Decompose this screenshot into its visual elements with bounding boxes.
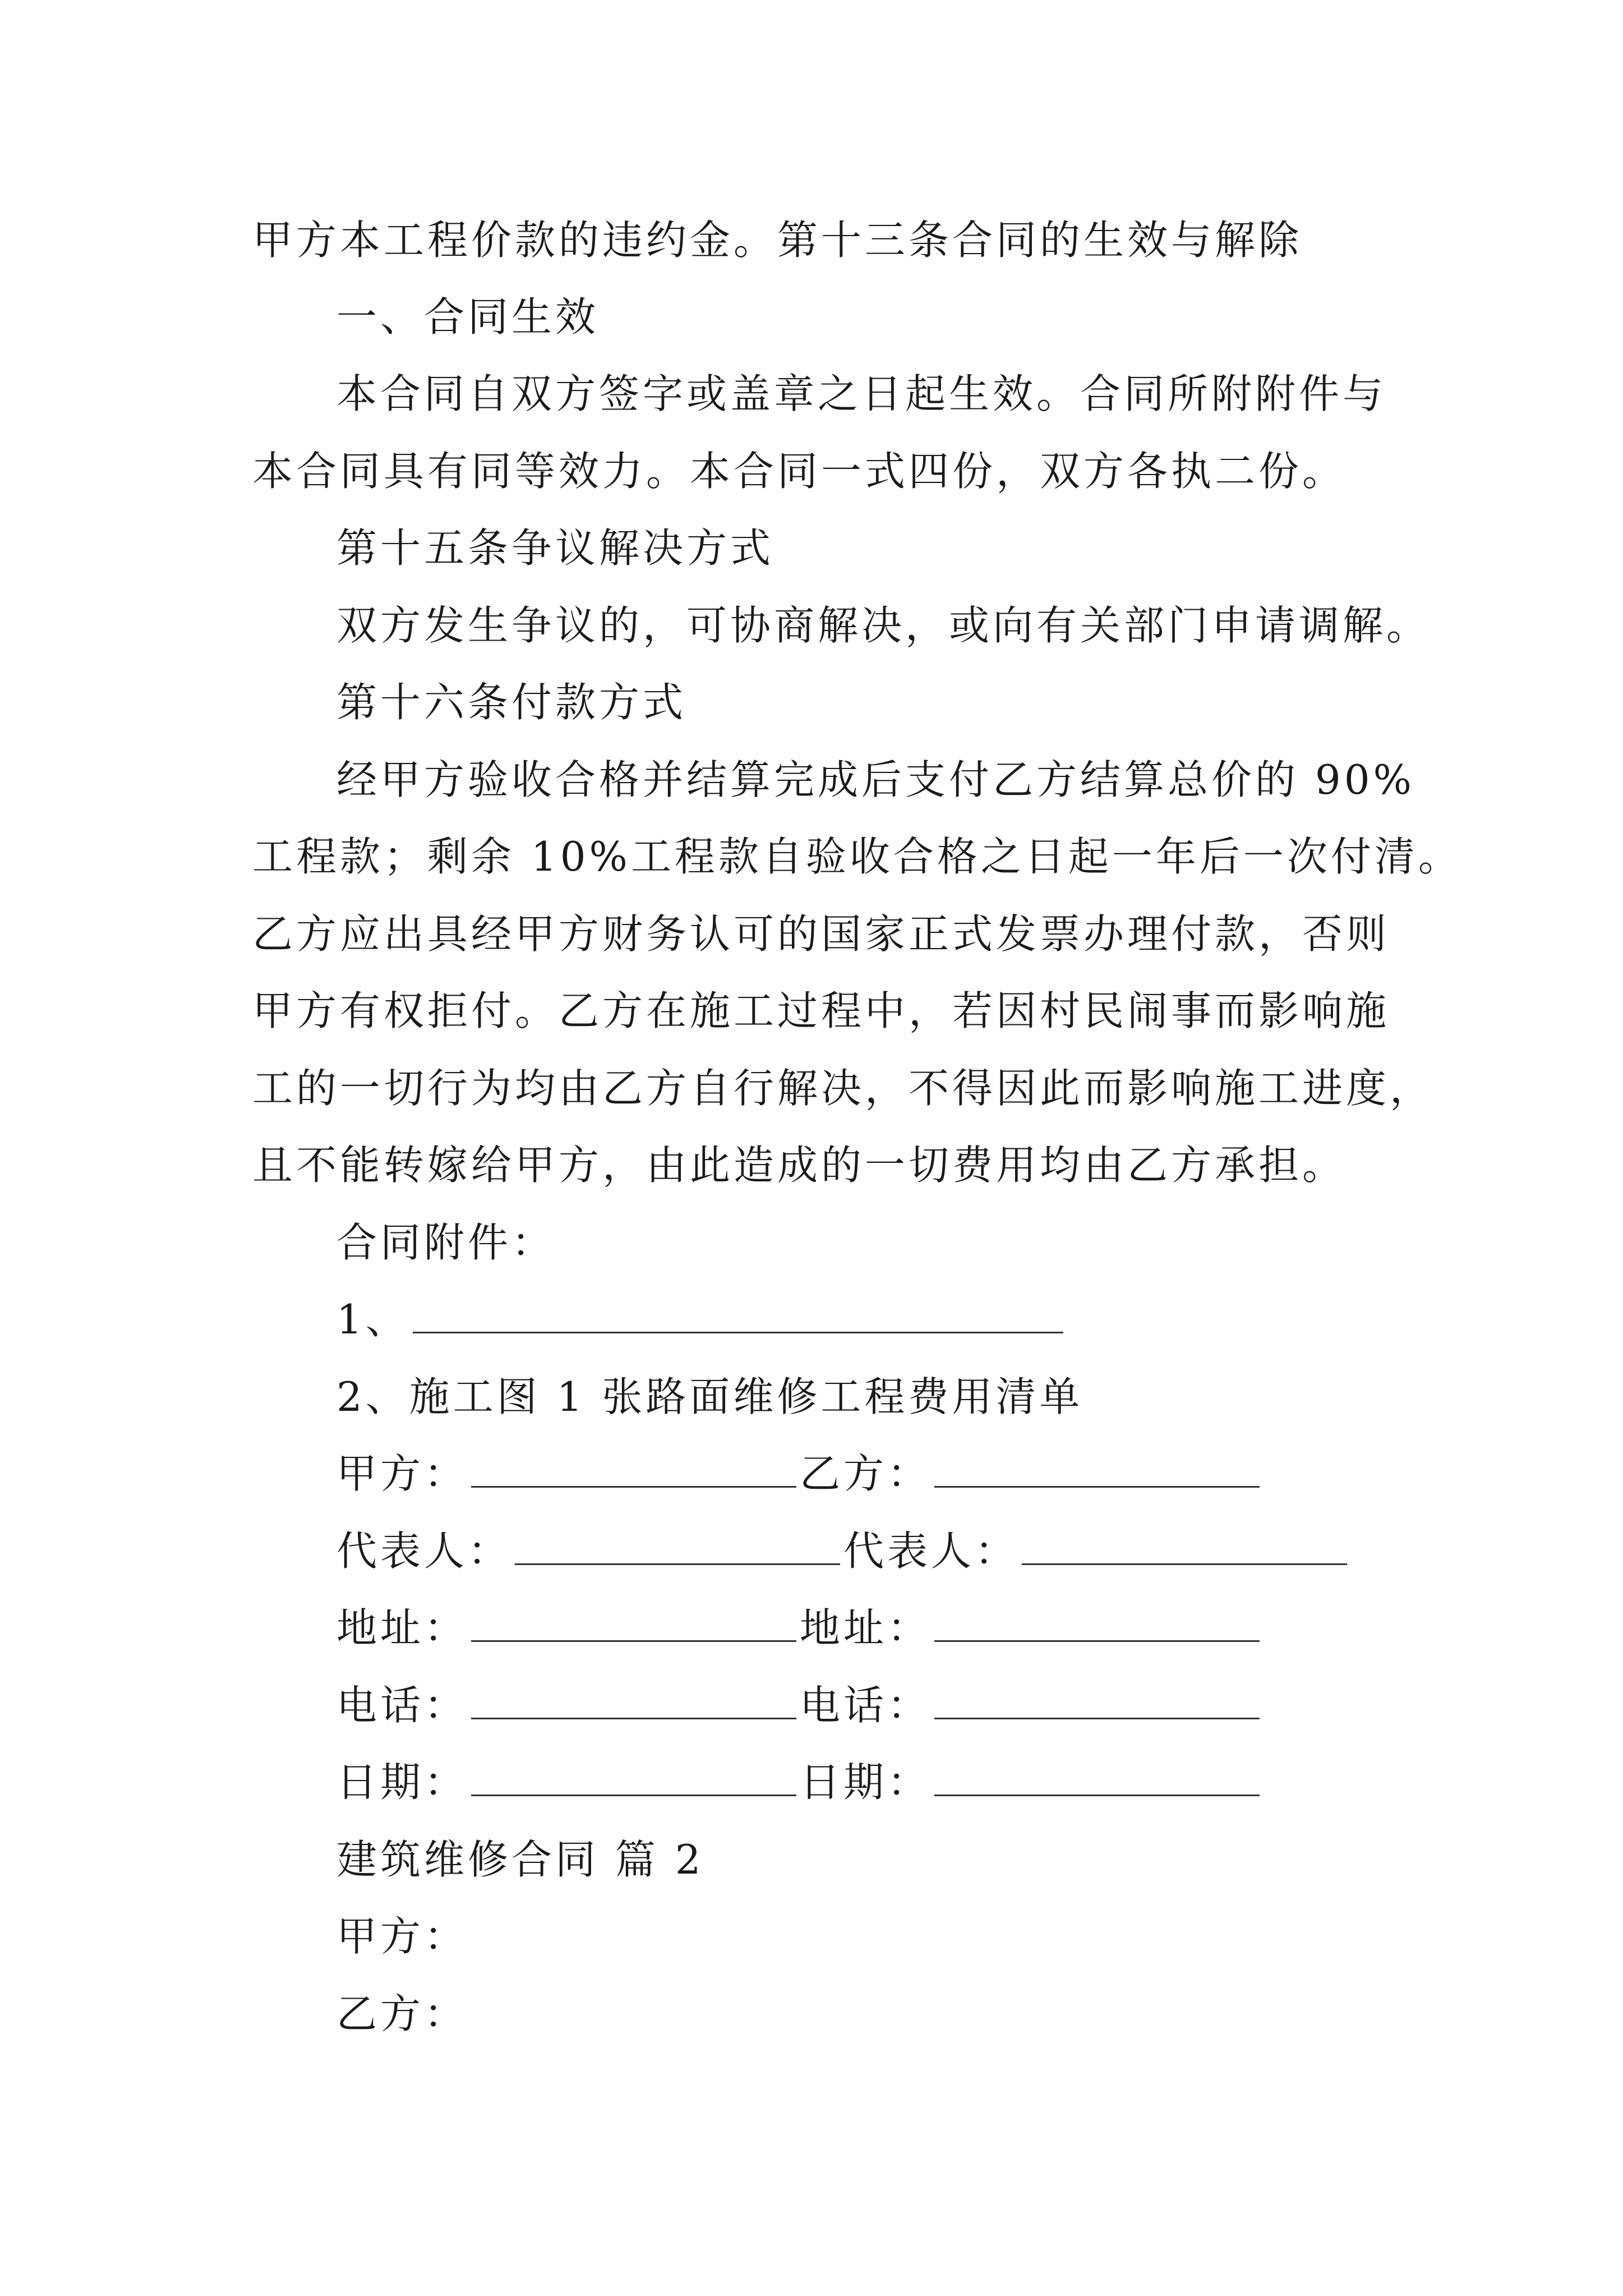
paragraph-line: 双方发生争议的，可协商解决，或向有关部门申请调解。 — [336, 602, 1431, 649]
party-b-blank — [934, 1450, 1260, 1488]
next-party-a-label: 甲方： — [336, 1913, 468, 1960]
tel-b-blank — [934, 1682, 1260, 1719]
rep-b-label: 代表人： — [843, 1527, 1019, 1575]
paragraph-line: 甲方有权拒付。乙方在施工过程中，若因村民闹事而影响施 — [252, 987, 1390, 1034]
attachment-item-2: 2、施工图 1 张路面维修工程费用清单 — [336, 1373, 1083, 1420]
signature-row-representative — [336, 1523, 1350, 1579]
tel-a-blank — [471, 1682, 796, 1719]
addr-a-blank — [471, 1604, 796, 1642]
signature-row-date — [336, 1754, 1263, 1810]
tel-a-label: 电话： — [336, 1682, 468, 1729]
paragraph-line: 乙方应出具经甲方财务认可的国家正式发票办理付款，否则 — [252, 910, 1390, 958]
next-party-b-label: 乙方： — [336, 1990, 468, 2037]
attachment-item-1-blank — [413, 1296, 1063, 1333]
rep-b-blank — [1022, 1527, 1347, 1565]
section-heading: 一、合同生效 — [336, 293, 600, 341]
date-b-blank — [934, 1759, 1260, 1796]
date-b-label: 日期： — [800, 1759, 932, 1806]
party-b-label: 乙方： — [800, 1450, 932, 1497]
rep-a-label: 代表人： — [336, 1527, 512, 1575]
paragraph-line: 本合同具有同等效力。本合同一式四份，双方各执二份。 — [252, 448, 1347, 495]
party-a-label: 甲方： — [336, 1450, 468, 1497]
paragraph-line: 本合同自双方签字或盖章之日起生效。合同所附附件与 — [336, 370, 1387, 417]
section-heading: 第十六条付款方式 — [336, 679, 687, 726]
paragraph-line: 甲方本工程价款的违约金。第十三条合同的生效与解除 — [252, 217, 1303, 264]
paragraph-line: 经甲方验收合格并结算完成后支付乙方结算总价的 90% — [336, 756, 1415, 803]
signature-row-address — [336, 1600, 1263, 1656]
addr-b-label: 地址： — [800, 1604, 932, 1651]
date-a-blank — [471, 1759, 796, 1796]
attachment-item-1 — [336, 1291, 1067, 1347]
paragraph-line: 工程款；剩余 10%工程款自验收合格之日起一年后一次付清。 — [252, 833, 1462, 880]
tel-b-label: 电话： — [800, 1682, 932, 1729]
date-a-label: 日期： — [336, 1759, 468, 1806]
paragraph-line: 且不能转嫁给甲方，由此造成的一切费用均由乙方承担。 — [252, 1142, 1347, 1189]
signature-row-party — [336, 1446, 1263, 1502]
signature-row-phone — [336, 1677, 1263, 1733]
contract-title: 建筑维修合同 篇 2 — [336, 1836, 704, 1883]
addr-b-blank — [934, 1604, 1260, 1642]
attachments-heading: 合同附件： — [336, 1219, 556, 1266]
addr-a-label: 地址： — [336, 1604, 468, 1651]
paragraph-line: 工的一切行为均由乙方自行解决，不得因此而影响施工进度， — [252, 1065, 1434, 1112]
party-a-blank — [471, 1450, 796, 1488]
section-heading: 第十五条争议解决方式 — [336, 524, 774, 572]
attachment-item-1-label: 1、 — [336, 1296, 409, 1343]
rep-a-blank — [515, 1527, 840, 1565]
